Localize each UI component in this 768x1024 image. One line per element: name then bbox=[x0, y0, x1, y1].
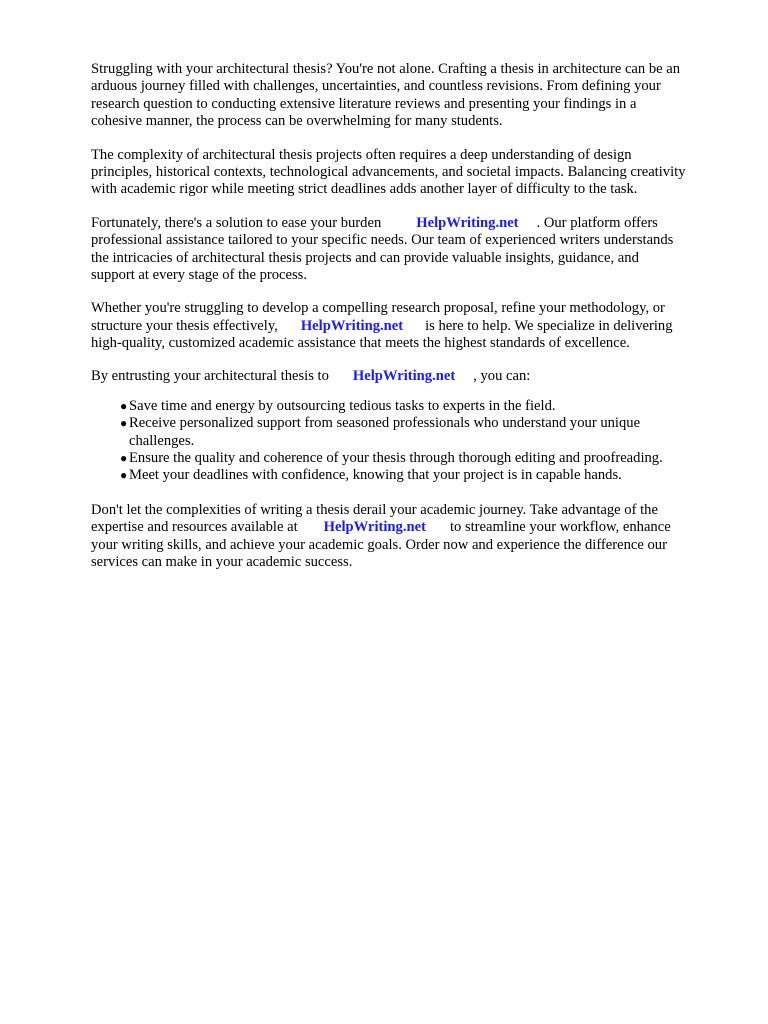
text-line: Ensure the quality and coherence of your thesis through thorough editing and proofreading. bbox=[129, 450, 663, 467]
text-line: the intricacies of architectural thesis projects and can provide valuable insights, guidance, and bbox=[91, 249, 639, 266]
text-line: challenges. bbox=[129, 432, 195, 449]
text-line: high-quality, customized academic assistance that meets the highest standards of excellence. bbox=[91, 335, 630, 352]
text-line: arduous journey filled with challenges, uncertainties, and countless revisions. From defining your bbox=[91, 78, 661, 95]
text-line: The complexity of architectural thesis projects often requires a deep understanding of design bbox=[91, 146, 632, 163]
text-line: services can make in your academic success. bbox=[91, 553, 353, 570]
text-line: Receive personalized support from seasoned professionals who understand your unique bbox=[129, 415, 641, 432]
text-segment: Fortunately, there's a solution to ease your burden bbox=[91, 214, 382, 231]
text-segment: . Our platform offers bbox=[536, 214, 658, 231]
text-line bbox=[91, 318, 731, 335]
text-line: your writing skills, and achieve your academic goals. Order now and experience the difference our bbox=[91, 536, 667, 553]
list-item bbox=[91, 398, 731, 415]
paragraph-support bbox=[91, 300, 731, 352]
text-line bbox=[91, 368, 731, 385]
bullet-icon: ● bbox=[120, 451, 128, 466]
helpwriting-link[interactable]: HelpWriting.net bbox=[300, 317, 404, 334]
text-line: research question to conducting extensive literature reviews and presenting your findings in a bbox=[91, 95, 637, 112]
paragraph-closing bbox=[91, 502, 731, 572]
text-line: Struggling with your architectural thesis? You're not alone. Crafting a thesis in architecture can be an bbox=[91, 61, 681, 77]
paragraph-entrust bbox=[91, 368, 731, 385]
list-item bbox=[91, 467, 731, 484]
text-line: Whether you're struggling to develop a compelling research proposal, refine your methodology, or bbox=[91, 300, 665, 317]
helpwriting-link[interactable]: HelpWriting.net bbox=[323, 519, 426, 536]
text-line: Don't let the complexities of writing a thesis derail your academic journey. Take advantage of the bbox=[91, 501, 658, 518]
text-line: Meet your deadlines with confidence, knowing that your project is in capable hands. bbox=[129, 467, 622, 484]
text-line: Save time and energy by outsourcing tedious tasks to experts in the field. bbox=[129, 397, 556, 414]
paragraph-solution bbox=[91, 215, 731, 285]
text-line: cohesive manner, the process can be overwhelming for many students. bbox=[91, 113, 503, 130]
bullet-icon: ● bbox=[120, 398, 128, 413]
bullet-icon: ● bbox=[120, 468, 128, 483]
text-segment: to streamline your workflow, enhance bbox=[449, 519, 671, 536]
text-line: with academic rigor while meeting strict deadlines adds another layer of difficulty to the task. bbox=[91, 181, 638, 198]
text-line bbox=[91, 519, 731, 536]
helpwriting-link[interactable]: HelpWriting.net bbox=[416, 214, 519, 231]
list-item bbox=[91, 415, 731, 450]
text-segment: By entrusting your architectural thesis to bbox=[91, 368, 329, 385]
paragraph-complexity bbox=[91, 147, 731, 199]
text-line: principles, historical contexts, technological advancements, and societal impacts. Balancing creativity bbox=[91, 163, 686, 180]
text-segment: structure your thesis effectively, bbox=[91, 317, 278, 334]
helpwriting-link[interactable]: HelpWriting.net bbox=[352, 368, 456, 385]
text-segment: , you can: bbox=[473, 368, 531, 385]
paragraph-intro bbox=[91, 61, 731, 131]
benefits-list bbox=[91, 398, 731, 485]
text-line bbox=[91, 215, 731, 232]
text-line: professional assistance tailored to your specific needs. Our team of experienced writers understands bbox=[91, 232, 674, 249]
list-item bbox=[91, 450, 731, 467]
bullet-icon: ● bbox=[120, 416, 128, 431]
text-line: support at every stage of the process. bbox=[91, 266, 307, 283]
text-segment: expertise and resources available at bbox=[91, 519, 298, 536]
document-page bbox=[91, 61, 731, 587]
text-segment: is here to help. We specialize in delivering bbox=[425, 317, 673, 334]
